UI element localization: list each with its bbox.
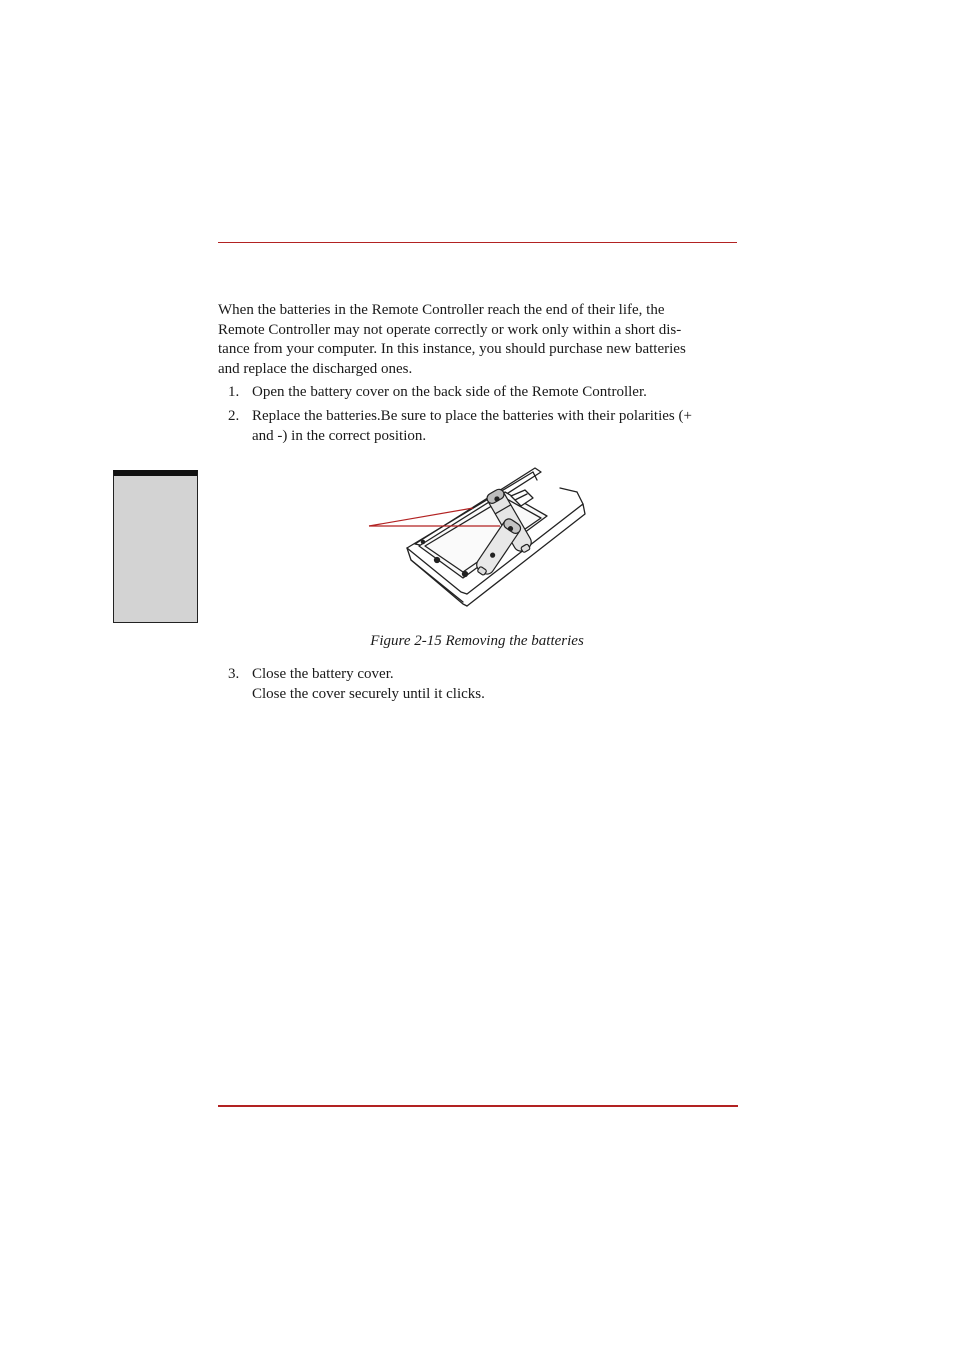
remote-battery-illustration xyxy=(365,462,590,610)
step-line: Open the battery cover on the back side of the Remote Controller. xyxy=(252,384,647,400)
step-line: Close the battery cover. xyxy=(252,666,394,682)
intro-paragraph xyxy=(218,301,728,379)
step-number: 2. xyxy=(228,408,240,424)
step-text xyxy=(252,665,728,704)
step-number: 3. xyxy=(228,666,240,682)
step-line: Close the cover securely until it clicks. xyxy=(252,685,485,702)
step-number: 1. xyxy=(228,384,240,400)
step-text xyxy=(252,383,728,403)
step-line: Replace the batteries.Be sure to place the batteries with their polarities (+ xyxy=(252,408,692,424)
intro-line: Remote Controller may not operate correctly or work only within a short dis- xyxy=(218,321,682,338)
header-rule xyxy=(218,242,737,243)
intro-line: When the batteries in the Remote Controller reach the end of their life, the xyxy=(218,302,665,318)
intro-line: tance from your computer. In this instance, you should purchase new batteries xyxy=(218,341,686,357)
figure-caption xyxy=(0,632,954,651)
figure-caption-text: Figure 2-15 Removing the batteries xyxy=(370,633,584,649)
step-text xyxy=(252,407,728,446)
footer-rule xyxy=(218,1105,738,1107)
chapter-side-tab xyxy=(113,470,198,623)
intro-line: and replace the discharged ones. xyxy=(218,360,413,377)
step-line: and -) in the correct position. xyxy=(252,427,427,444)
